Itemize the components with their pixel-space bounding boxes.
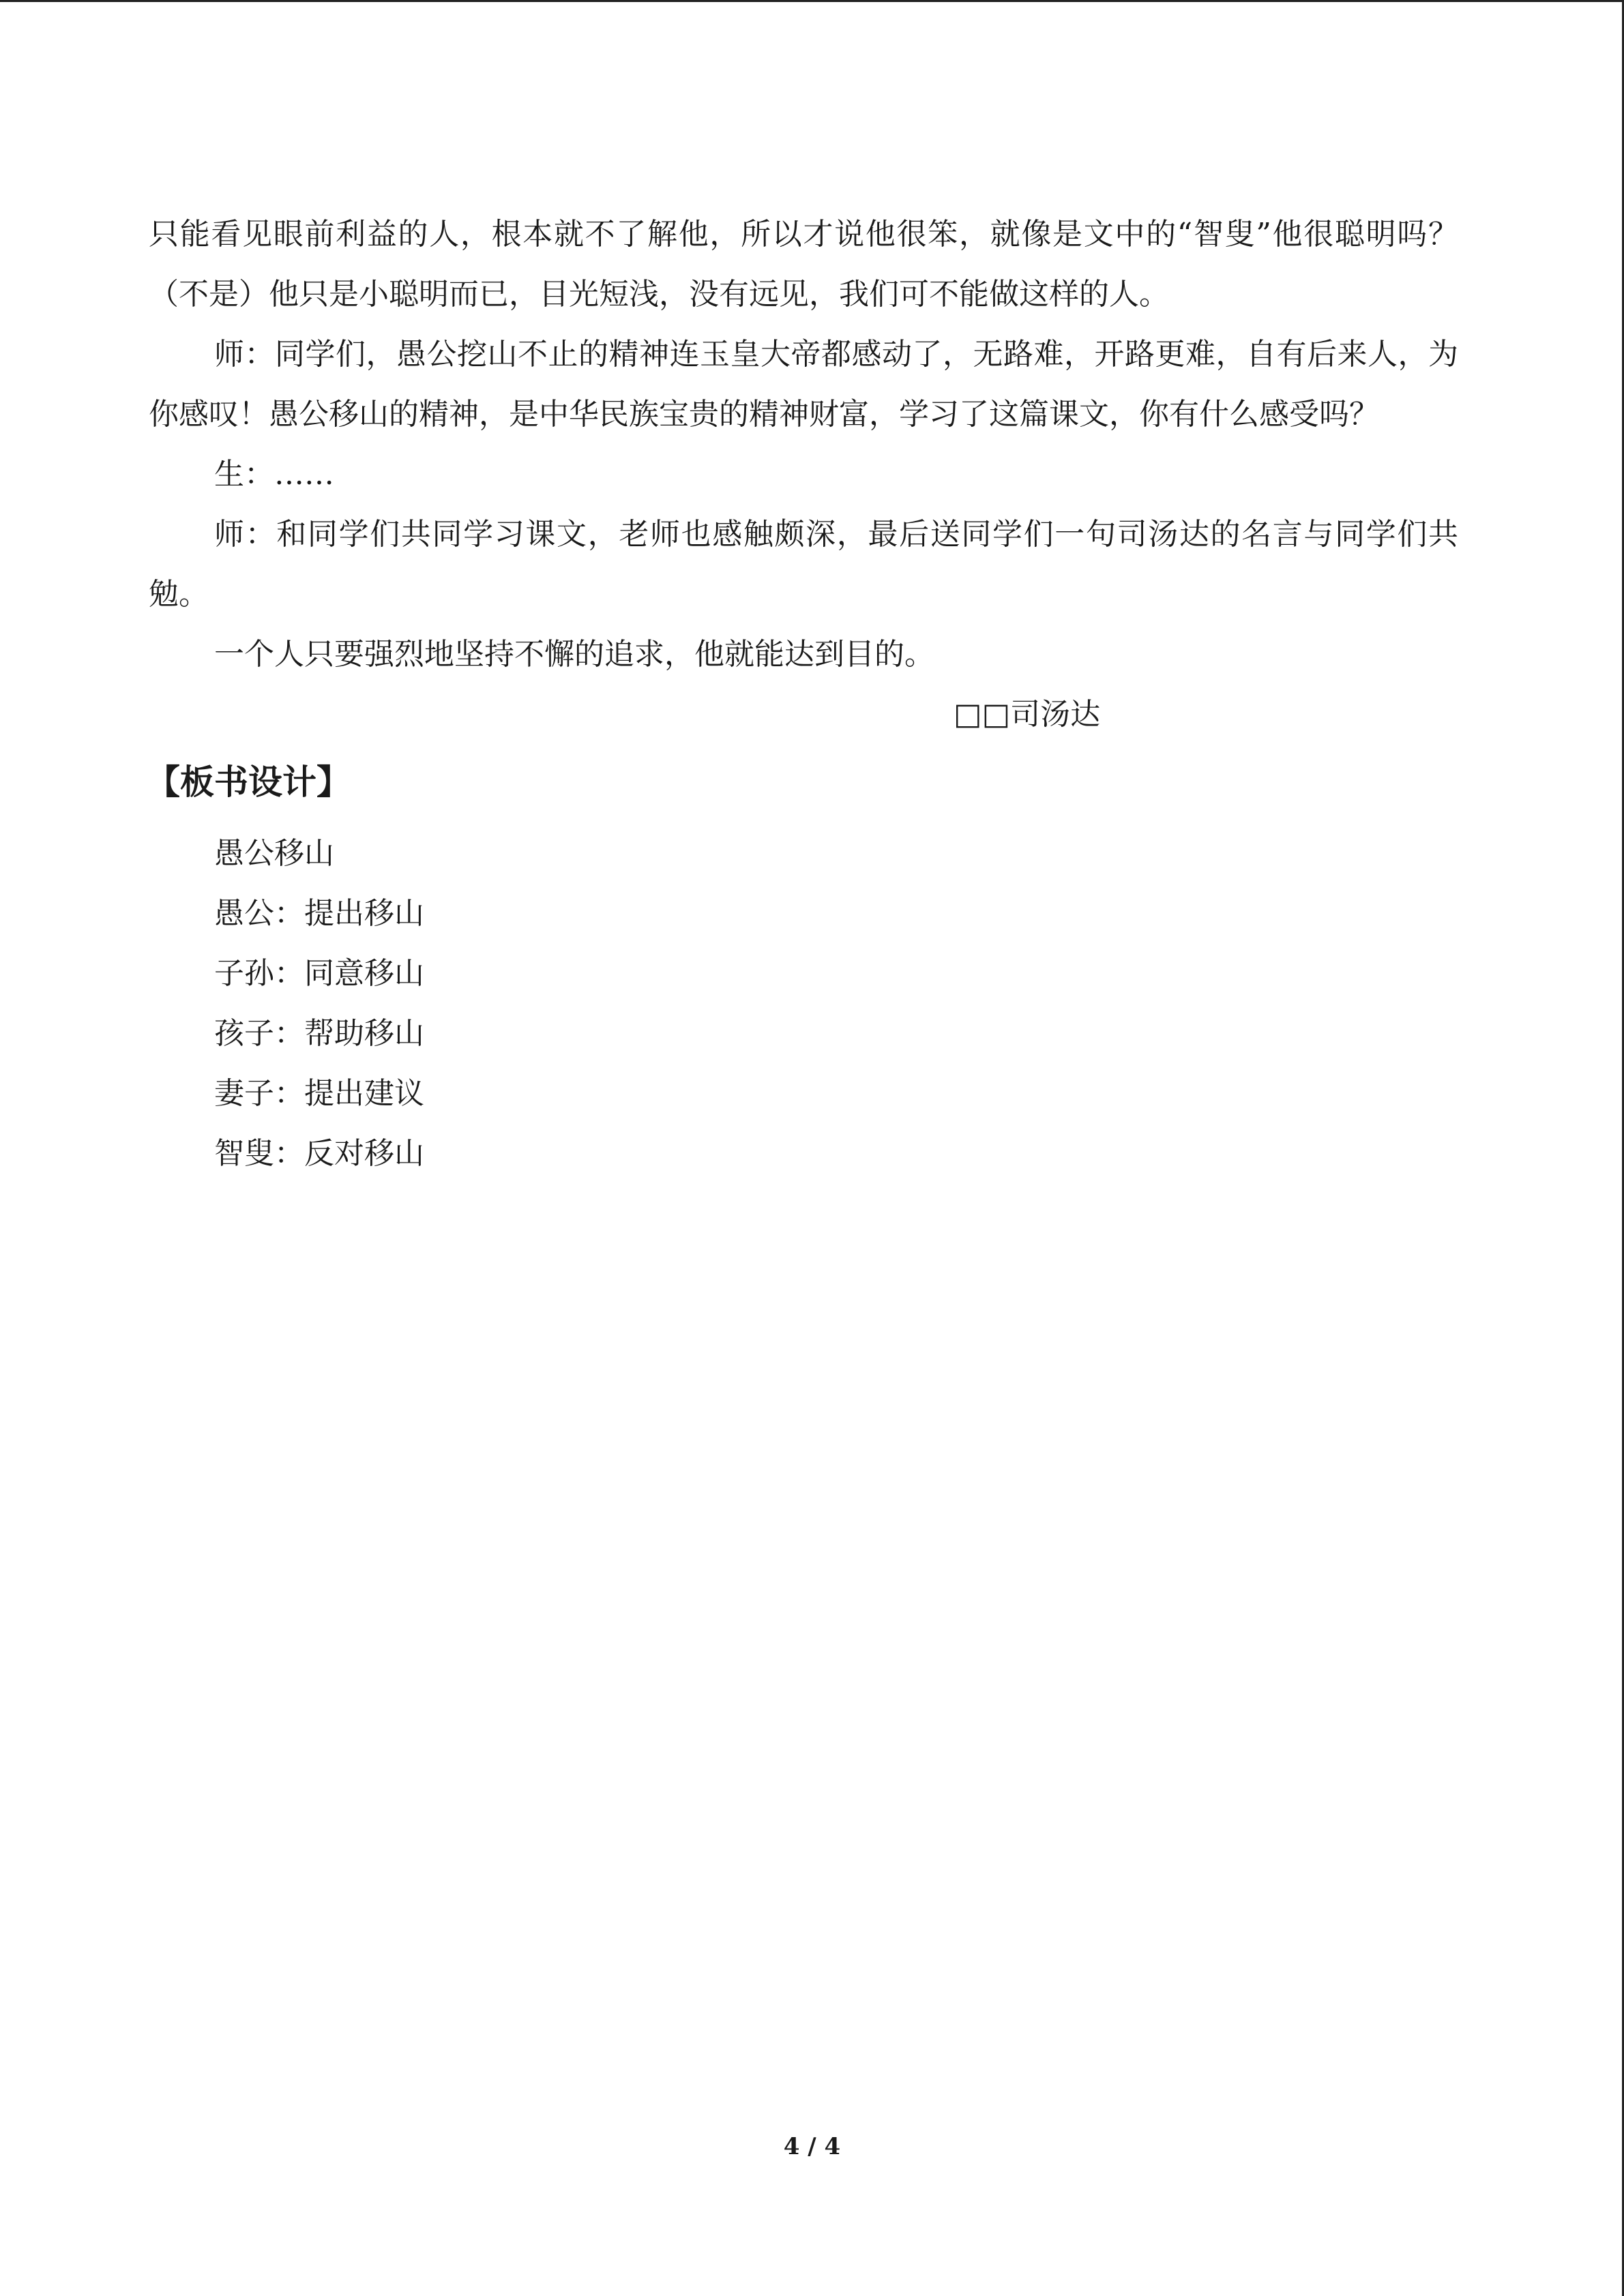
paragraph-teacher-closing: 师：和同学们共同学习课文，老师也感触颇深，最后送同学们一句司汤达的名言与同学们共勉。: [149, 517, 1458, 612]
paragraph-student-response: 生：……: [214, 457, 334, 492]
board-line-title: 愚公移山: [214, 836, 334, 871]
board-line: 孩子：帮助移山: [214, 1016, 424, 1051]
section-heading-board-design: 【板书设计】: [146, 762, 351, 802]
paragraph-quote: 一个人只要强烈地坚持不懈的追求，他就能达到目的。: [214, 637, 934, 672]
page-number: 4 / 4: [783, 2133, 841, 2160]
document-body: [146, 205, 1458, 1184]
board-line: 子孙：同意移山: [214, 956, 424, 991]
board-design-list: [149, 824, 1458, 1184]
quote-attribution: □□司汤达: [954, 697, 1101, 732]
board-line: 愚公：提出移山: [214, 896, 424, 931]
board-line: 妻子：提出建议: [214, 1076, 424, 1111]
board-line: 智叟：反对移山: [214, 1136, 424, 1171]
paragraph-continuation: 只能看见眼前利益的人，根本就不了解他，所以才说他很笨，就像是文中的“智叟”他很聪明吗？（不是）他只是小聪明而已，目光短浅，没有远见，我们可不能做这样的人。: [149, 217, 1458, 312]
paragraph-teacher-remark: 师：同学们，愚公挖山不止的精神连玉皇大帝都感动了，无路难，开路更难，自有后来人，为你感叹！愚公移山的精神，是中华民族宝贵的精神财富，学习了这篇课文，你有什么感受吗？: [149, 337, 1458, 432]
